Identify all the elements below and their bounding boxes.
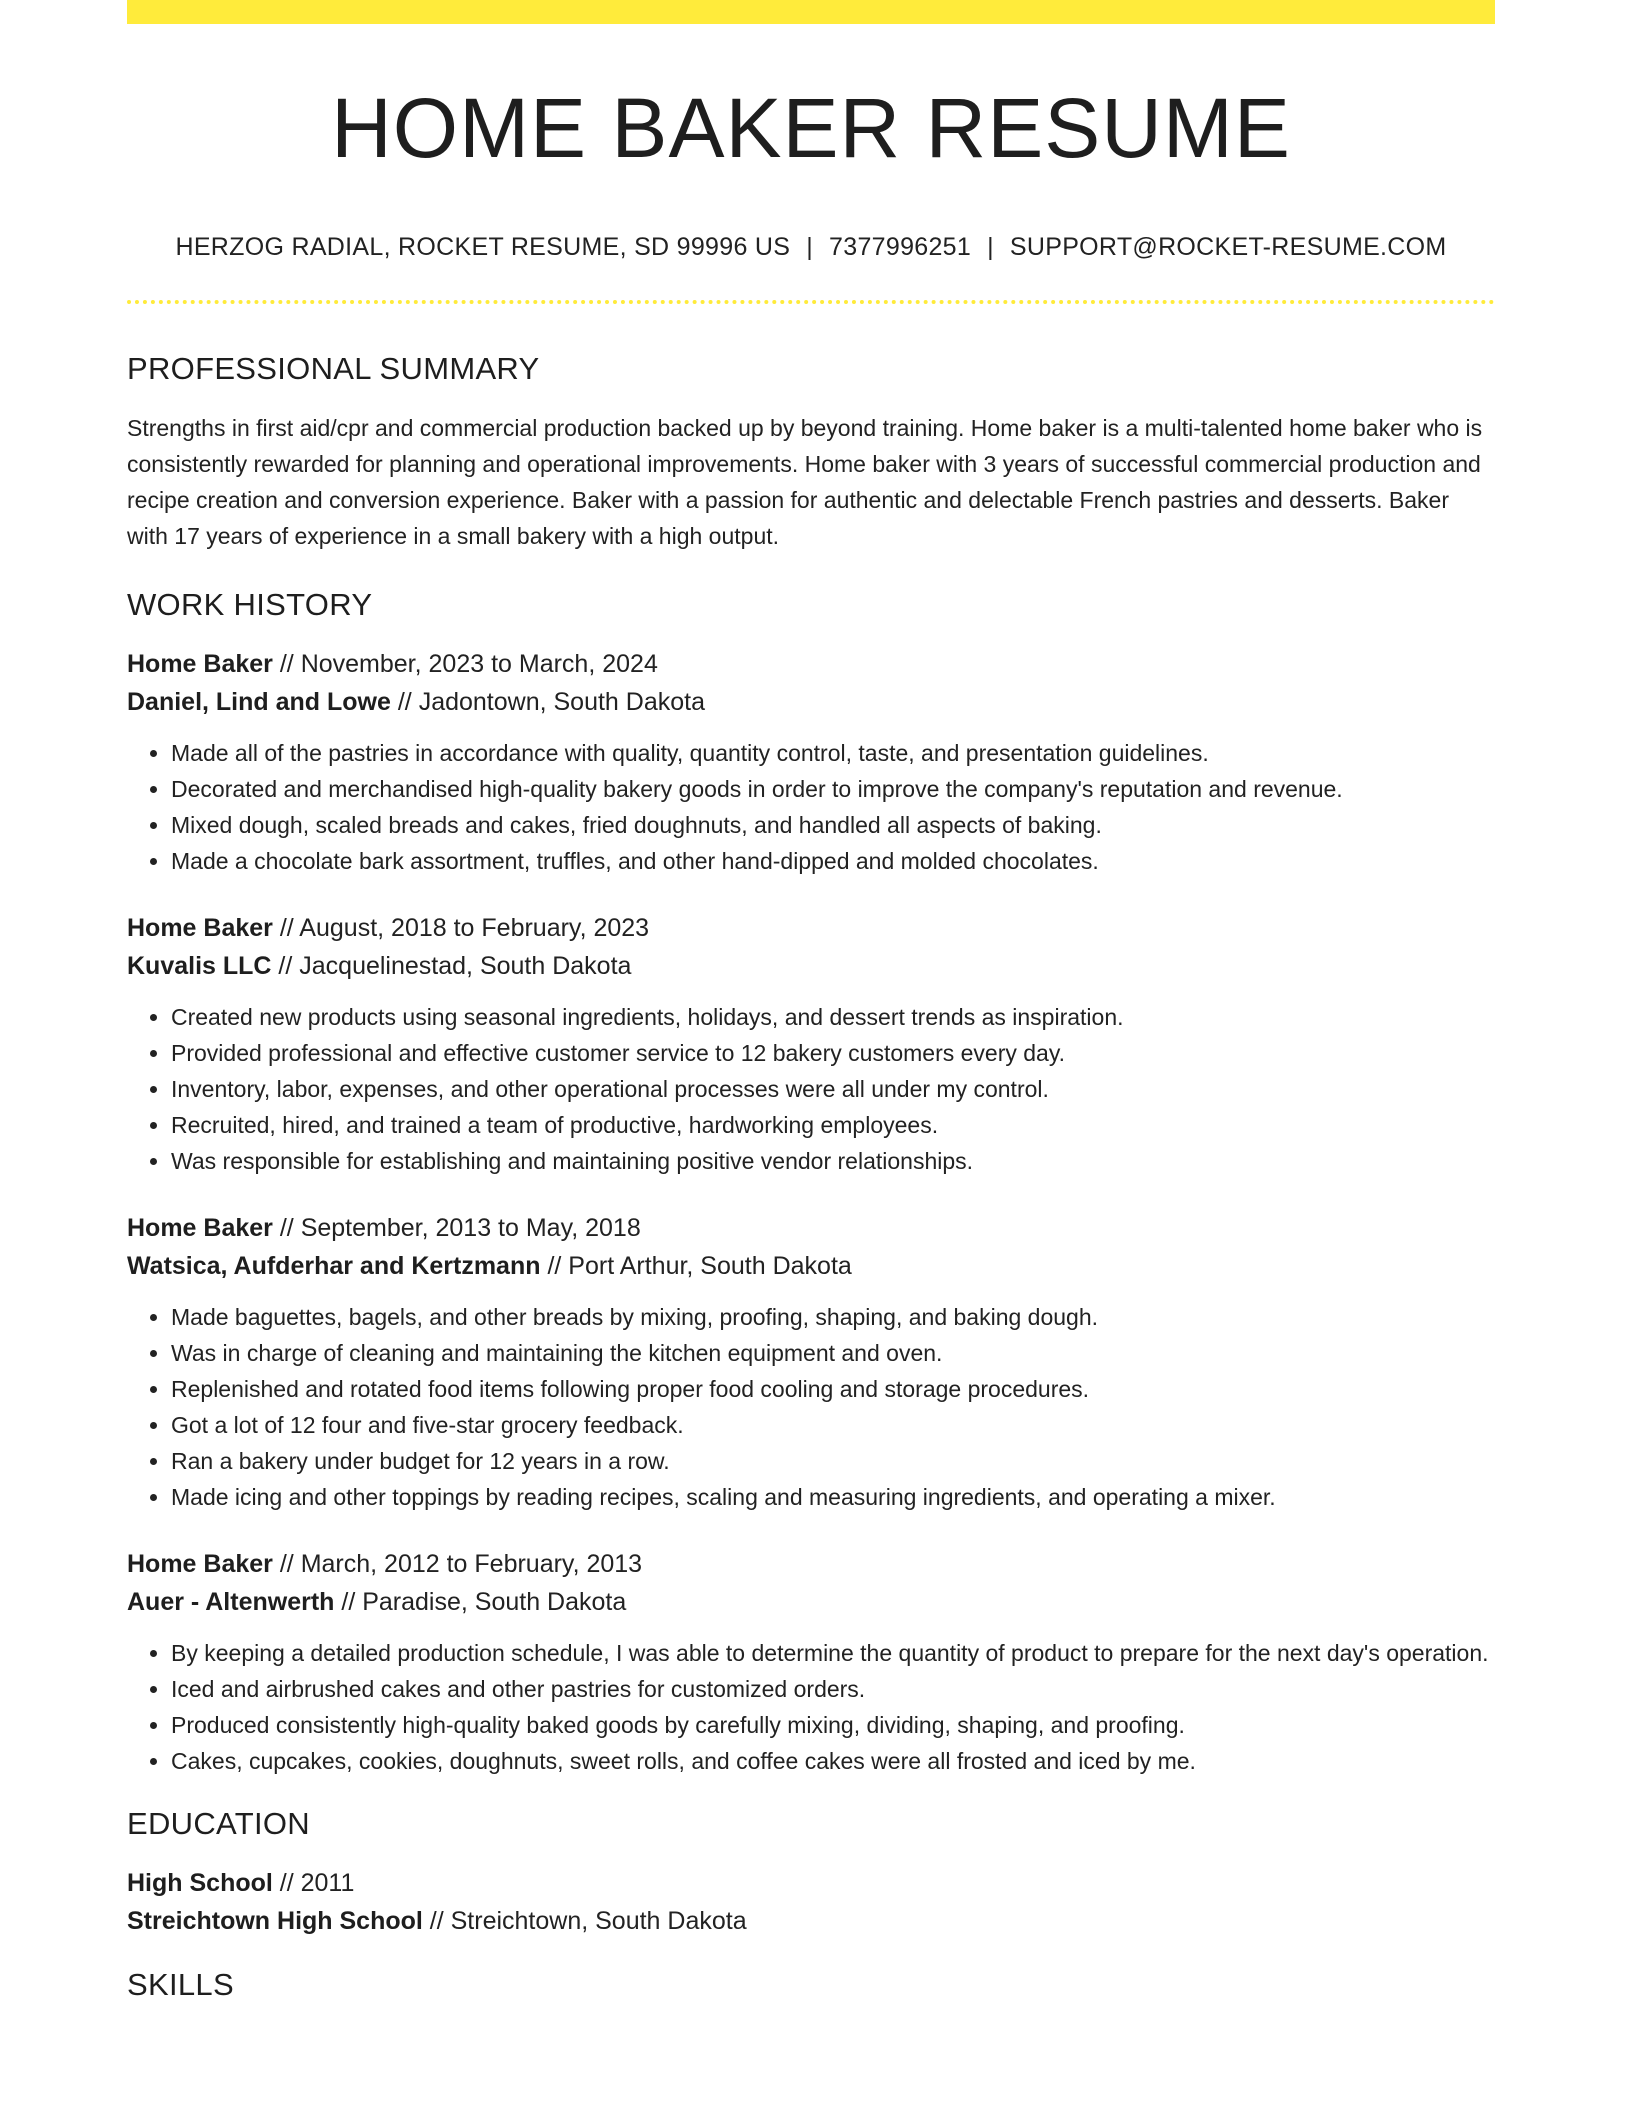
job-dates: // November, 2023 to March, 2024	[272, 649, 658, 678]
contact-line	[127, 232, 1495, 262]
top-accent-bar	[127, 0, 1495, 24]
job-role: Home Baker	[127, 1213, 273, 1242]
contact-address: HERZOG RADIAL, ROCKET RESUME, SD 99996 US	[175, 233, 791, 262]
education-year: // 2011	[272, 1868, 355, 1897]
job-bullet: • Made baguettes, bagels, and other breads by mixing, proofing, shaping, and baking dough.	[171, 1299, 1495, 1335]
job-dates: // August, 2018 to February, 2023	[272, 913, 650, 942]
job-bullets	[127, 1635, 1495, 1779]
job-bullet: • Recruited, hired, and trained a team of productive, hardworking employees.	[171, 1107, 1495, 1143]
job-role: Home Baker	[127, 1549, 273, 1578]
job-company-line	[127, 1247, 1495, 1285]
job-bullet: • Iced and airbrushed cakes and other pastries for customized orders.	[171, 1671, 1495, 1707]
job-bullet: • Ran a bakery under budget for 12 years in a row.	[171, 1443, 1495, 1479]
education-degree-line	[127, 1864, 1495, 1902]
contact-separator: |	[806, 233, 814, 262]
job-bullet: • Got a lot of 12 four and five-star grocery feedback.	[171, 1407, 1495, 1443]
job-bullet: • Was in charge of cleaning and maintaining the kitchen equipment and oven.	[171, 1335, 1495, 1371]
job-entry	[127, 1209, 1495, 1515]
section-title-skills: SKILLS	[127, 1966, 234, 2002]
job-company: Watsica, Aufderhar and Kertzmann	[127, 1251, 541, 1280]
job-bullet: • Made all of the pastries in accordance with quality, quantity control, taste, and presentation guidelines.	[171, 735, 1495, 771]
job-bullet: • By keeping a detailed production schedule, I was able to determine the quantity of product to prepare for the next day's operation.	[171, 1635, 1495, 1671]
education-degree: High School	[127, 1868, 273, 1897]
job-bullet: • Cakes, cupcakes, cookies, doughnuts, sweet rolls, and coffee cakes were all frosted and iced by me.	[171, 1743, 1495, 1779]
education-school: Streichtown High School	[127, 1906, 423, 1935]
job-role-line	[127, 645, 1495, 683]
job-bullet: • Replenished and rotated food items following proper food cooling and storage procedures.	[171, 1371, 1495, 1407]
job-bullet: • Mixed dough, scaled breads and cakes, fried doughnuts, and handled all aspects of baking.	[171, 807, 1495, 843]
section-title-education: EDUCATION	[127, 1805, 310, 1841]
job-role-line	[127, 909, 1495, 947]
section-title-summary: PROFESSIONAL SUMMARY	[127, 351, 540, 387]
job-bullets	[127, 735, 1495, 879]
job-bullets	[127, 999, 1495, 1179]
job-location: // Jadontown, South Dakota	[390, 687, 705, 716]
education-location: // Streichtown, South Dakota	[422, 1906, 747, 1935]
job-bullet: • Made a chocolate bark assortment, truffles, and other hand-dipped and molded chocolates.	[171, 843, 1495, 879]
job-dates: // September, 2013 to May, 2018	[272, 1213, 641, 1242]
education-school-line	[127, 1902, 1495, 1940]
resume-page	[127, 0, 1495, 2003]
job-bullet: • Decorated and merchandised high-quality bakery goods in order to improve the company's reputation and revenue.	[171, 771, 1495, 807]
job-role-line	[127, 1545, 1495, 1583]
job-entry	[127, 1545, 1495, 1779]
job-company-line	[127, 1583, 1495, 1621]
job-location: // Port Arthur, South Dakota	[540, 1251, 852, 1280]
job-company: Auer - Altenwerth	[127, 1587, 335, 1616]
header-divider	[127, 300, 1495, 304]
section-title-work-history: WORK HISTORY	[127, 586, 373, 622]
education-entry	[127, 1864, 1495, 1940]
job-bullet: • Created new products using seasonal ingredients, holidays, and dessert trends as inspiration.	[171, 999, 1495, 1035]
job-entry	[127, 909, 1495, 1179]
job-company: Kuvalis LLC	[127, 951, 272, 980]
job-role: Home Baker	[127, 649, 273, 678]
job-bullets	[127, 1299, 1495, 1515]
job-bullet: • Inventory, labor, expenses, and other operational processes were all under my control.	[171, 1071, 1495, 1107]
summary-text: Strengths in first aid/cpr and commercial production backed up by beyond training. Home baker is a multi-talented home baker who is consistently rewarded for planning and operational improvements. Home baker with 3 years of successful commercial production and recipe creation and conversion experience. Baker with a passion for authentic and delectable French pastries and desserts. Baker with 17 years of experience in a small bakery with a high output.	[127, 414, 1483, 549]
resume-title: HOME BAKER RESUME	[331, 81, 1291, 175]
job-role-line	[127, 1209, 1495, 1247]
job-company: Daniel, Lind and Lowe	[127, 687, 391, 716]
job-bullet: • Produced consistently high-quality baked goods by carefully mixing, dividing, shaping, and proofing.	[171, 1707, 1495, 1743]
job-location: // Jacquelinestad, South Dakota	[271, 951, 632, 980]
job-entry	[127, 645, 1495, 879]
job-bullet: • Provided professional and effective customer service to 12 bakery customers every day.	[171, 1035, 1495, 1071]
contact-phone: 7377996251	[829, 233, 972, 262]
contact-separator: |	[987, 233, 994, 262]
job-company-line	[127, 683, 1495, 721]
job-dates: // March, 2012 to February, 2013	[272, 1549, 643, 1578]
job-location: // Paradise, South Dakota	[334, 1587, 627, 1616]
job-role: Home Baker	[127, 913, 273, 942]
contact-email: SUPPORT@ROCKET-RESUME.COM	[1009, 233, 1447, 262]
job-bullet: • Was responsible for establishing and maintaining positive vendor relationships.	[171, 1143, 1495, 1179]
job-company-line	[127, 947, 1495, 985]
job-bullet: • Made icing and other toppings by reading recipes, scaling and measuring ingredients, and operating a mixer.	[171, 1479, 1495, 1515]
